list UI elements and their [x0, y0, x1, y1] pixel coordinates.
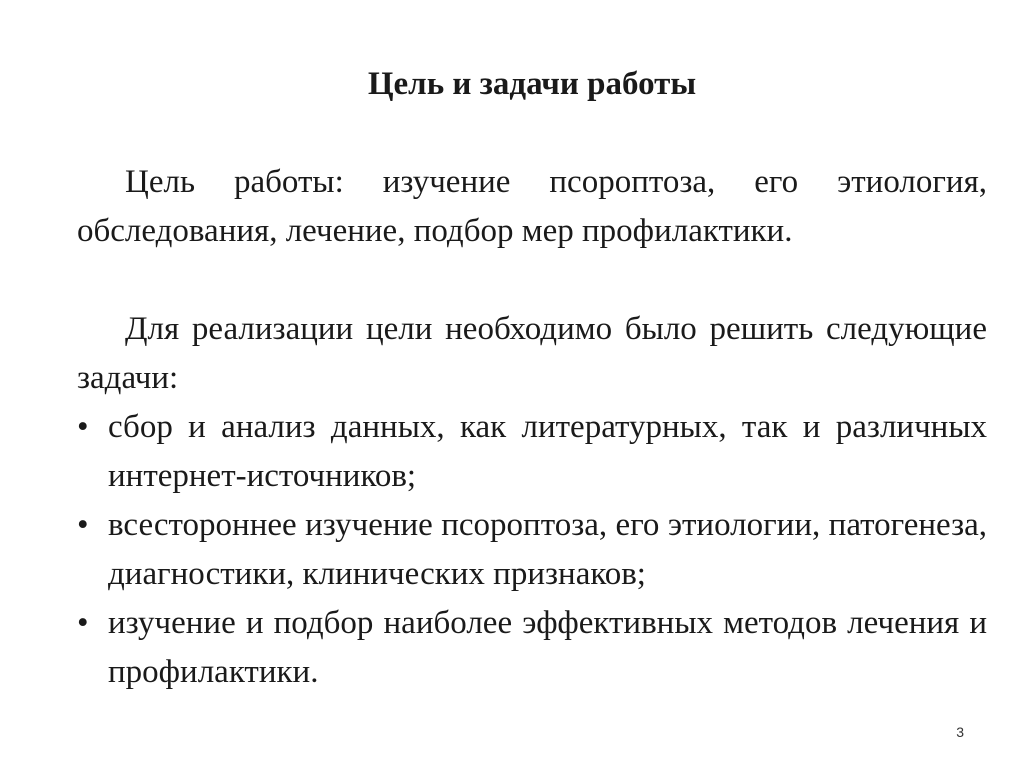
tasks-intro-paragraph: Для реализации цели необходимо было решить следующие задачи:	[77, 311, 987, 396]
goal-paragraph: Цель работы: изучение псороптоза, его этиология, обследования, лечение, подбор мер профилактики.	[77, 164, 987, 249]
bullet-icon: •	[77, 409, 89, 445]
bullet-icon: •	[77, 605, 89, 641]
task-text: изучение и подбор наиболее эффективных методов лечения и профилактики.	[108, 605, 987, 690]
bullet-icon: •	[77, 507, 89, 543]
task-text: всестороннее изучение псороптоза, его этиологии, патогенеза, диагностики, клинических признаков;	[108, 507, 987, 592]
list-item	[77, 501, 987, 599]
task-text: сбор и анализ данных, как литературных, так и различных интернет-источников;	[108, 409, 987, 494]
page-number: 3	[956, 724, 964, 740]
list-item	[77, 599, 987, 697]
tasks-list	[77, 403, 987, 697]
list-item	[77, 403, 987, 501]
slide-title: Цель и задачи работы	[367, 66, 697, 102]
